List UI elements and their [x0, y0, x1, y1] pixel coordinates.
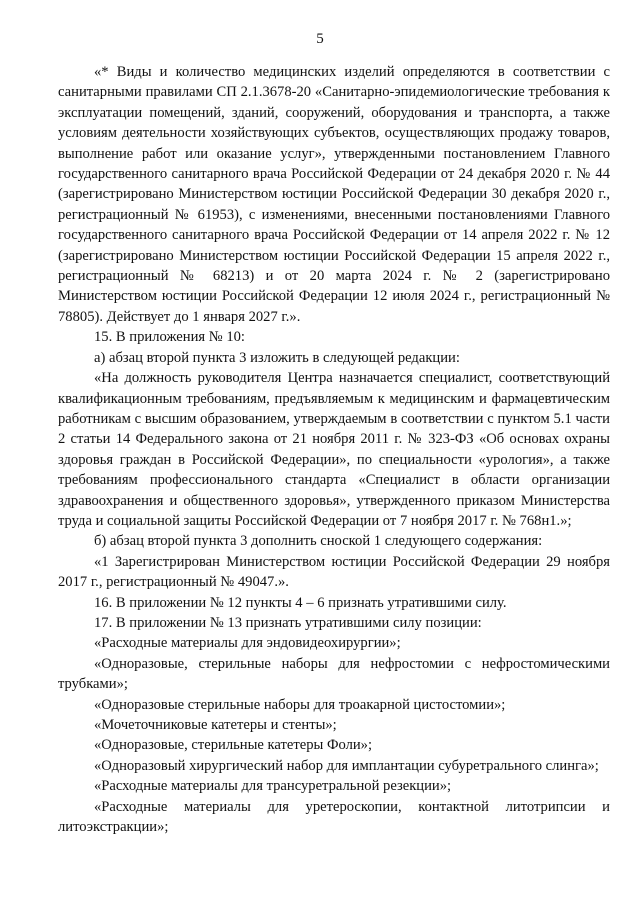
list-item-position: «Мочеточниковые катетеры и стенты»;: [94, 717, 337, 733]
list-item-position: «Расходные материалы для трансуретральной резекции»;: [94, 778, 452, 795]
list-item-position: «Одноразовые стерильные наборы для троакарной цистостомии»;: [94, 696, 506, 713]
paragraph-item-17: 17. В приложении № 13 признать утратившими силу позиции:: [94, 614, 482, 631]
page-number: 5: [316, 31, 324, 47]
list-item-position: «Расходные материалы для эндовидеохирургии»;: [94, 635, 401, 652]
document-body: [58, 62, 610, 837]
paragraph-center-head-requirements: «На должность руководителя Центра назначается специалист, соответствующий квалификационным требованиям, предъявляемым к медицинским и фармацевтическим работникам с высшим образованием, утверждаемым в соответствии с пунктом 5.1 части 2 статьи 14 Федерального закона от 21 ноября 2011 г. № 323-ФЗ «Об основах охраны здоровья граждан в Российской Федерации», по специальности «урология», а также требованиям профессионального стандарта «Специалист в области организации здравоохранения и общественного здоровья», утвержденного приказом Министерства труда и социальной защиты Российской Федерации от 7 ноября 2017 г. № 768н1.»;: [58, 370, 610, 529]
paragraph-item-16: 16. В приложении № 12 пункты 4 – 6 признать утратившими силу.: [94, 594, 507, 611]
paragraph-item-15-b: б) абзац второй пункта 3 дополнить сноской 1 следующего содержания:: [94, 533, 543, 550]
paragraph-footnote-1: «1 Зарегистрирован Министерством юстиции Российской Федерации 29 ноября 2017 г., регистрационный № 49047.».: [58, 553, 610, 591]
paragraph-item-15: 15. В приложения № 10:: [94, 329, 245, 346]
list-item-position: «Расходные материалы для уретероскопии, контактной литотрипсии и литоэкстракции»;: [58, 798, 610, 836]
list-item-position: «Одноразовый хирургический набор для имплантации субуретрального слинга»;: [94, 757, 599, 774]
paragraph-item-15-a: а) абзац второй пункта 3 изложить в следующей редакции:: [94, 349, 460, 366]
paragraph-footnote-medical-devices: «* Виды и количество медицинских изделий определяются в соответствии с санитарными правилами СП 2.1.3678-20 «Санитарно-эпидемиологические требования к эксплуатации помещений, зданий, сооружений, оборудования и транспорта, а также условиям деятельности хозяйствующих субъектов, осуществляющих продажу товаров, выполнение работ или оказание услуг», утвержденными постановлением Главного государственного санитарного врача Российской Федерации от 24 декабря 2020 г. № 44 (зарегистрировано Министерством юстиции Российской Федерации 30 декабря 2020 г., регистрационный № 61953), с изменениями, внесенными постановлениями Главного государственного санитарного врача Российской Федерации от 14 апреля 2022 г. № 12 (зарегистрировано Министерством юстиции Российской Федерации 15 апреля 2022 г., регистрационный № 68213) и от 20 марта 2024 г. № 2 (зарегистрировано Министерством юстиции Российской Федерации 12 июля 2024 г., регистрационный № 78805). Действует до 1 января 2027 г.».: [58, 64, 610, 325]
list-item-position: «Одноразовые, стерильные катетеры Фоли»;: [94, 737, 373, 754]
list-item-position: «Одноразовые, стерильные наборы для нефростомии с нефростомическими трубками»;: [58, 655, 610, 693]
